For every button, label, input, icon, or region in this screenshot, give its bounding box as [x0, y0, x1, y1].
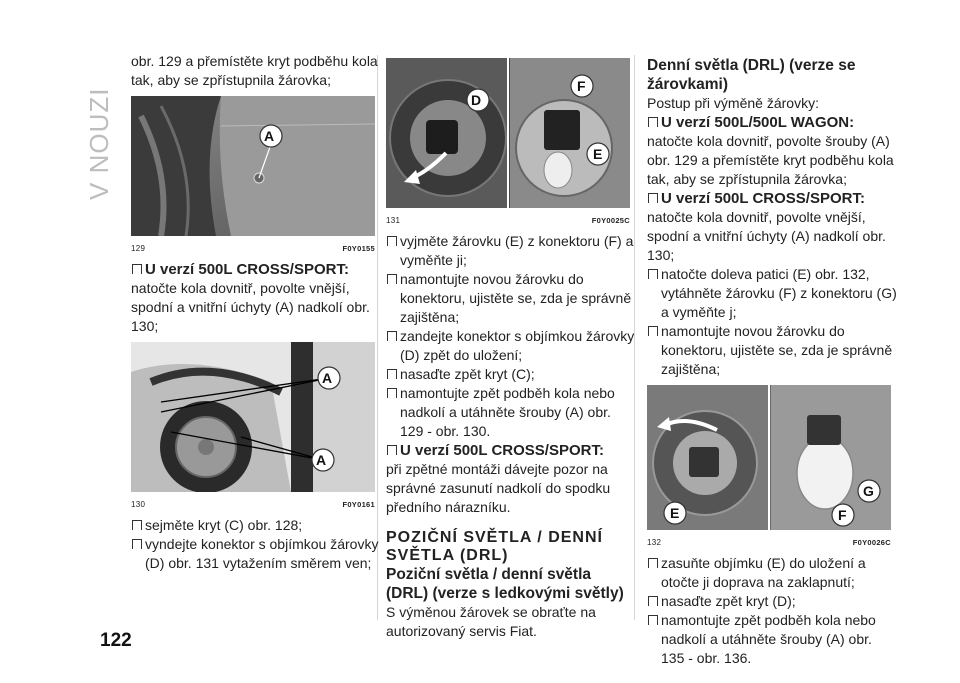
figure-129-caption	[131, 239, 375, 258]
callout-label-a: A	[264, 128, 275, 144]
subsection-heading: Denní světla (DRL) (verze se žárovkami)	[647, 57, 856, 93]
figure-131-caption	[386, 211, 630, 230]
section-tab	[84, 40, 114, 200]
subheading: U verzí 500L CROSS/SPORT:	[131, 260, 381, 279]
subsection-heading: Poziční světla / denní světla (DRL) (verze s ledkovými světly)	[386, 566, 624, 602]
column-3	[647, 56, 897, 668]
paragraph: natočte kola dovnitř, povolte vnější, spodní a vnitřní úchyty (A) nadkolí obr. 130;	[131, 280, 370, 334]
step-item: vyjměte žárovku (E) z konektoru (F) a vyměňte ji;	[386, 232, 636, 270]
figure-132-caption	[647, 533, 891, 552]
figure-132-image	[647, 385, 891, 530]
figure-number: 132	[647, 538, 662, 547]
figure-129-image	[131, 96, 375, 236]
callout-label-d: D	[471, 92, 482, 108]
subheading: U verzí 500L CROSS/SPORT:	[647, 189, 897, 208]
step-item: sejměte kryt (C) obr. 128;	[131, 516, 381, 535]
step-item: vyndejte konektor s objímkou žárovky (D) obr. 131 vytažením směrem ven;	[131, 535, 381, 573]
subheading: U verzí 500L/500L WAGON:	[647, 113, 897, 132]
step-item: nasaďte zpět kryt (D);	[647, 592, 897, 611]
step-item: zandejte konektor s objímkou žárovky (D) zpět do uložení;	[386, 327, 636, 365]
figure-code: F0Y0025C	[591, 216, 630, 225]
page-number: 122	[100, 630, 132, 651]
figure-131-image	[386, 58, 630, 208]
paragraph: Postup při výměně žárovky:	[647, 95, 819, 111]
step-item: namontujte novou žárovku do konektoru, ujistěte se, zda je správně zajištěna;	[647, 322, 897, 379]
step-item: nasaďte zpět kryt (C);	[386, 365, 636, 384]
column-1	[131, 52, 381, 573]
step-item: namontujte zpět podběh kola nebo nadkolí a utáhněte šrouby (A) obr. 135 - obr. 136.	[647, 611, 897, 668]
callout-label-f: F	[577, 78, 586, 94]
figure-code: F0Y0155	[342, 244, 375, 253]
figure-number: 129	[131, 244, 146, 253]
step-item: zasuňte objímku (E) do uložení a otočte ji doprava na zaklapnutí;	[647, 554, 897, 592]
callout-label-f: F	[838, 507, 847, 523]
figure-129	[131, 96, 375, 258]
step-item: natočte doleva patici (E) obr. 132, vytáhněte žárovku (F) z konektoru (G) a vyměňte j;	[647, 265, 897, 322]
figure-number: 131	[386, 216, 401, 225]
figure-132	[647, 385, 891, 552]
callout-label-e: E	[670, 505, 680, 521]
callout-label-a: A	[316, 452, 327, 468]
figure-130-image	[131, 342, 375, 492]
paragraph: natočte kola dovnitř, povolte vnější, spodní a vnitřní úchyty (A) nadkolí obr. 130;	[647, 209, 886, 263]
figure-number: 130	[131, 500, 146, 509]
column-2	[386, 58, 636, 641]
paragraph: při zpětné montáži dávejte pozor na správné zasunutí nadkolí do spodku předního nárazníku.	[386, 461, 611, 515]
figure-code: F0Y0026C	[852, 538, 891, 547]
callout-label-e: E	[593, 146, 603, 162]
section-tab-label: V NOUZI	[84, 87, 114, 200]
paragraph: S výměnou žárovek se obraťte na autorizovaný servis Fiat.	[386, 604, 596, 639]
figure-code: F0Y0161	[342, 500, 375, 509]
step-item: namontujte zpět podběh kola nebo nadkolí a utáhněte šrouby (A) obr. 129 - obr. 130.	[386, 384, 636, 441]
callout-label-g: G	[863, 483, 874, 499]
callout-label-a: A	[322, 370, 333, 386]
figure-130	[131, 342, 375, 514]
subheading: U verzí 500L CROSS/SPORT:	[386, 441, 636, 460]
paragraph: natočte kola dovnitř, povolte šrouby (A) obr. 129 a přemístěte kryt podběhu kola tak, aby se zpřístupnila žárovka;	[647, 133, 894, 187]
section-heading: POZIČNÍ SVĚTLA / DENNÍ SVĚTLA (DRL)	[386, 529, 603, 564]
step-item: namontujte novou žárovku do konektoru, ujistěte se, zda je správně zajištěna;	[386, 270, 636, 327]
figure-131	[386, 58, 630, 230]
figure-130-caption	[131, 495, 375, 514]
paragraph: obr. 129 a přemístěte kryt podběhu kola tak, aby se zpřístupnila žárovka;	[131, 53, 378, 88]
